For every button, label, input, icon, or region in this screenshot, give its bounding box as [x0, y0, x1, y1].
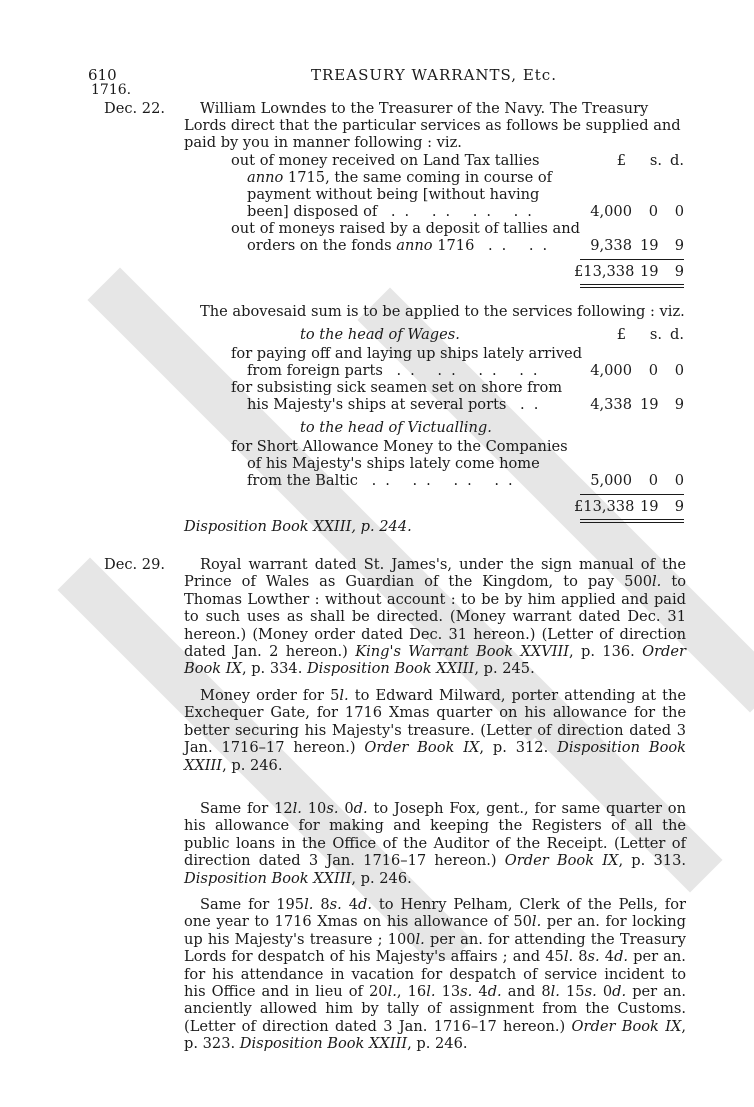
- entry-date: Dec. 29.: [104, 556, 165, 573]
- rule: [580, 259, 684, 260]
- running-title: TREASURY WARRANTS, Etc.: [311, 66, 557, 84]
- shilling-head: s.: [649, 152, 662, 169]
- document-page: 610 TREASURY WARRANTS, Etc. 1716. Dec. 22. William Lowndes to the Treasurer of the Navy. The Treasury Lords direct that the particular services as follows be supplied and paid by you in manner following : viz. £ s. d. out of money received on Land Tax tallies anno 1715, the same coming in course of payment without being [without having been] disposed of .. .. .. .. 4,000 0 0 out of moneys raised by a deposit of tallies and orders on the fonds anno 1716 .. .. 9,338 19 9 £13,338 19 9 The abovesaid sum is to be applied to the services following : viz. to the head of Wages. £ s. d. for paying off and laying up ships lately arrived from foreign parts .. .. .. .. 4,000 0 0 for subsisting sick seamen set on shore from his Majesty's ships at several ports .. 4,338 19 9 to the head of Victualling. for Short Allowance Money to the Companies of his Majesty's ships lately come home from the Baltic .. .. .. .. 5,000 0 0 £13,338 19 9 Disposition Book XXIII, p. 244. Dec. 29. Royal warrant dated St. James's, under the sign manual of the Prince of Wales as Guardian of the Kingdom, to pay 500l. to Thomas Lowther : without account : to be by him applied and paid to such uses as shall be directed. (Money warrant dated Dec. 31 hereon.) (Money order dated Dec. 31 hereon.) (Letter of direction dated Jan. 2 hereon.) King's Warrant Book XXVIII, p. 136. Order Book IX, p. 334. Disposition Book XXIII, p. 245. Money order for 5l. to Edward Milward, porter attending at the Exchequer Gate, for 1716 Xmas quarter on his allowance for the better securing his Majesty's treasure. (Letter of direction dated 3 Jan. 1716–17 hereon.) Order Book IX, p. 312. Disposition Book XXIII, p. 246. Same for 12l. 10s. 0d. to Joseph Fox, gent., for same quarter on his allowance for making and keeping the Registers of all the public loans in the Office of the Auditor of the Receipt. (Letter of direction dated 3 Jan. 1716–17 hereon.) Order Book IX, p. 313. Disposition Book XXIII, p. 246. Same for 195l. 8s. 4d. to Henry Pelham, Clerk of the Pells, for one year to 1716 Xmas on his allowance of 50l. per an. for locking up his Majesty's treasure ; 100l. per an. for attending the Treasury Lords for despatch of his Majesty's affairs ; and 45l. 8s. 4d. per an. for his attendance in vacation for despatch of service incident to his Office and in lieu of 20l., 16l. 13s. 4d. and 8l. 15s. 0d. per an. anciently allowed him by tally of assignment from the Customs. (Letter of direction dated 3 Jan. 1716–17 hereon.) Order Book IX, p. 323. Disposition Book XXIII, p. 246.: [0, 0, 754, 1107]
- page-number: 610: [88, 66, 117, 84]
- item-line: his Majesty's ships at several ports ..: [247, 396, 548, 413]
- rule: [580, 522, 684, 523]
- item-line: for subsisting sick seamen set on shore from: [231, 379, 563, 396]
- pence-head: d.: [670, 152, 684, 169]
- applied-line: The abovesaid sum is to be applied to the services following : viz.: [200, 303, 685, 320]
- item-line: payment without being [without having: [247, 186, 540, 203]
- entry-date: Dec. 22.: [104, 100, 165, 117]
- section-head: to the head of Wages.: [300, 326, 460, 343]
- section-head: to the head of Victualling.: [300, 419, 492, 436]
- entry-text-line: paid by you in manner following : viz.: [184, 134, 462, 151]
- year-label: 1716.: [91, 82, 132, 98]
- paragraph-pelham: Same for 195l. 8s. 4d. to Henry Pelham, Clerk of the Pells, for one year to 1716 Xmas on his allowance of 50l. per an. for locking up his Majesty's treasure ; 100l. per an. for attending the Treasury Lords for despatch of his Majesty's affairs ; and 45l. 8s. 4d. per an. for his attendance in vacation for despatch of service incident to his Office and in lieu of 20l., 16l. 13s. 4d. and 8l. 15s. 0d. per an. anciently allowed him by tally of assignment from the Customs. (Letter of direction dated 3 Jan. 1716–17 hereon.) Order Book IX, p. 323. Disposition Book XXIII, p. 246.: [184, 896, 687, 1053]
- citation: Disposition Book XXIII, p. 244.: [184, 518, 412, 535]
- item-line: from foreign parts .. .. .. ..: [247, 362, 547, 379]
- item-line: of his Majesty's ships lately come home: [247, 455, 540, 472]
- paragraph-royal-warrant: Royal warrant dated St. James's, under the sign manual of the Prince of Wales as Guardian of the Kingdom, to pay 500l. to Thomas Lowther : without account : to be by him applied and paid to such uses as shall be directed. (Money warrant dated Dec. 31 hereon.) (Money order dated Dec. 31 hereon.) (Letter of direction dated Jan. 2 hereon.) King's Warrant Book XXVIII, p. 136. Order Book IX, p. 334. Disposition Book XXIII, p. 245.: [184, 556, 687, 678]
- item-line: been] disposed of .. .. .. ..: [247, 203, 541, 220]
- item-line: out of moneys raised by a deposit of tallies and: [231, 220, 580, 237]
- item-line: out of money received on Land Tax tallies: [231, 152, 540, 169]
- item-line: orders on the fonds anno 1716 .. ..: [247, 237, 557, 254]
- entry-text-line: William Lowndes to the Treasurer of the Navy. The Treasury: [200, 100, 649, 117]
- entry-text-line: Lords direct that the particular services as follows be supplied and: [184, 117, 681, 134]
- item-line: from the Baltic .. .. .. ..: [247, 472, 522, 489]
- item-line: for Short Allowance Money to the Companies: [231, 438, 568, 455]
- paragraph-fox: Same for 12l. 10s. 0d. to Joseph Fox, gent., for same quarter on his allowance for making and keeping the Registers of all the public loans in the Office of the Auditor of the Receipt. (Letter of direction dated 3 Jan. 1716–17 hereon.) Order Book IX, p. 313. Disposition Book XXIII, p. 246.: [184, 800, 686, 887]
- rule: [580, 287, 684, 288]
- item-line: for paying off and laying up ships lately arrived: [231, 345, 583, 362]
- rule: [580, 494, 684, 495]
- item-line: anno 1715, the same coming in course of: [247, 169, 553, 186]
- paragraph-milward: Money order for 5l. to Edward Milward, porter attending at the Exchequer Gate, for 1716 Xmas quarter on his allowance for the better securing his Majesty's treasure. (Letter of direction dated 3 Jan. 1716–17 hereon.) Order Book IX, p. 312. Disposition Book XXIII, p. 246.: [184, 687, 687, 774]
- rule: [580, 519, 684, 520]
- pound-head: £: [616, 152, 626, 169]
- rule: [580, 284, 684, 285]
